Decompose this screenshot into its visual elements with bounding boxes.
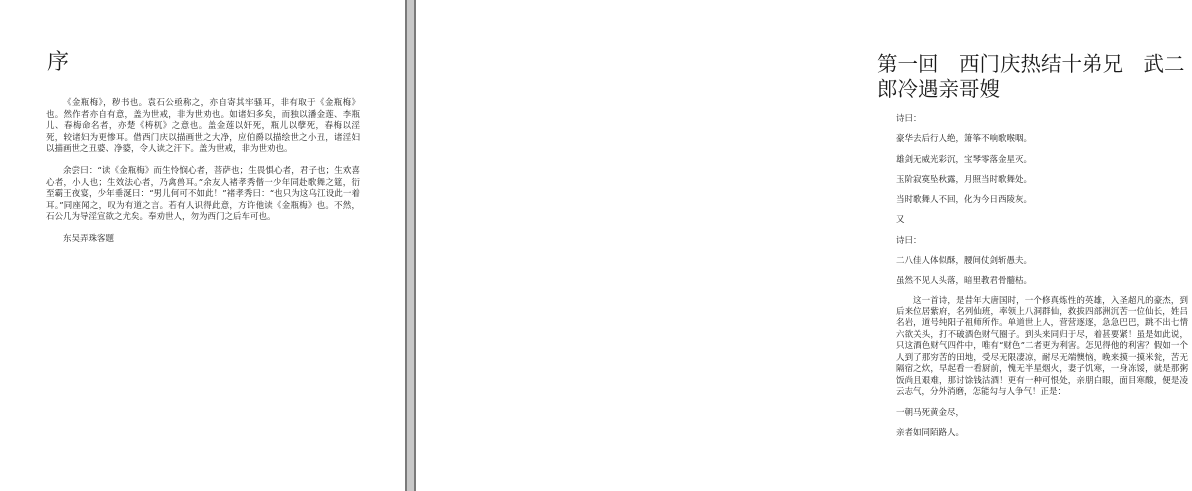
verse-line: 一朝马死黄金尽， [896,407,965,418]
preface-paragraph-2: 余尝曰：“读《金瓶梅》而生怜悯心者，菩萨也；生畏惧心者，君子也；生欢喜心者，小人也；生效法心者，乃禽兽耳。”余友人褚孝秀偕一少年同赴歌舞之筵，衍至霸王夜宴，少年垂涎曰：“男儿何可不如此！”褚孝秀曰：“也只为这乌江设此一着耳。”同座闻之，叹为有道之言。若有人识得此意，方许他读《金瓶梅》也。不然，石公几为导淫宣欲之尤矣。奉劝世人，勿为西门之后车可也。 [46,165,360,223]
poem-line: 虽然不见人头落，暗里教君骨髓枯。 [896,276,1033,287]
preface-paragraph-1: 《金瓶梅》，秽书也。袁石公亟称之，亦自寄其牢骚耳，非有取于《金瓶梅》也。然作者亦自有意，盖为世戒，非为世劝也。如诸妇多矣，而独以潘金莲、李瓶儿、春梅命名者，亦楚《梼杌》之意也。盖金莲以奸死，瓶儿以孽死，春梅以淫死，较诸妇为更惨耳。借西门庆以描画世之大净，应伯爵以描绘世之小丑，诸淫妇以描画世之丑婆、净婆，令人读之汗下。盖为世戒，非为世劝也。 [46,98,360,155]
preface-title: 序 [47,50,70,75]
preface-body [46,98,360,256]
poem-line: 雄剑无威光彩沉，宝琴零落金星灭。 [896,154,1033,165]
poem-line: 当时歌舞人不回，化为今日西陵灰。 [896,195,1033,206]
poem-line: 二八佳人体似酥，腰间仗剑斩愚夫。 [896,256,1033,267]
chapter-body [896,113,1188,447]
preface-signature: 东吴弄珠客题 [63,233,115,244]
right-page [416,0,1188,491]
chapter-title: 第一回 西门庆热结十弟兄 武二郎冷遇亲哥嫂 [877,52,1185,101]
left-page [0,0,405,491]
page-gutter [405,0,416,491]
verse-line: 亲者如同陌路人。 [896,427,965,438]
poem-line: 玉阶寂寞坠秋露，月照当时歌舞处。 [896,174,1033,185]
poem-line: 豪华去后行人绝，箫筝不响歌喉咽。 [896,134,1033,145]
chapter-paragraph: 这一首诗，是昔年大唐国时，一个修真炼性的英雄，入圣超凡的豪杰，到后来位居紫府，名列仙班，率领上八洞群仙，救拔四部洲沉苦一位仙长，姓吕名岩，道号纯阳子祖师所作。单道世上人，营营逐逐，急急巴巴，跳不出七情六欲关头，打不破酒色财气圈子。到头来同归于尽，着甚要紧！虽是如此说，只这酒色财气四件中，唯有“财色”二者更为利害。怎见得他的利害？假如一个人到了那穷苦的田地，受尽无限凄凉，耐尽无端懊恼，晚来摸一摸米瓮，苦无隔宿之炊，早起看一看厨前，愧无半星烟火，妻子饥寒，一身冻馁，就是那粥饭尚且艰难，那讨馀钱沽酒！更有一种可恨处，亲朋白眼，面目寒酸，便是凌云志气，分外消磨，怎能勾与人争气！正是： [896,295,1188,397]
poem-intro: 诗曰： [896,114,922,124]
poem-intro: 诗曰： [896,235,922,246]
poem-connector: 又 [896,215,905,226]
